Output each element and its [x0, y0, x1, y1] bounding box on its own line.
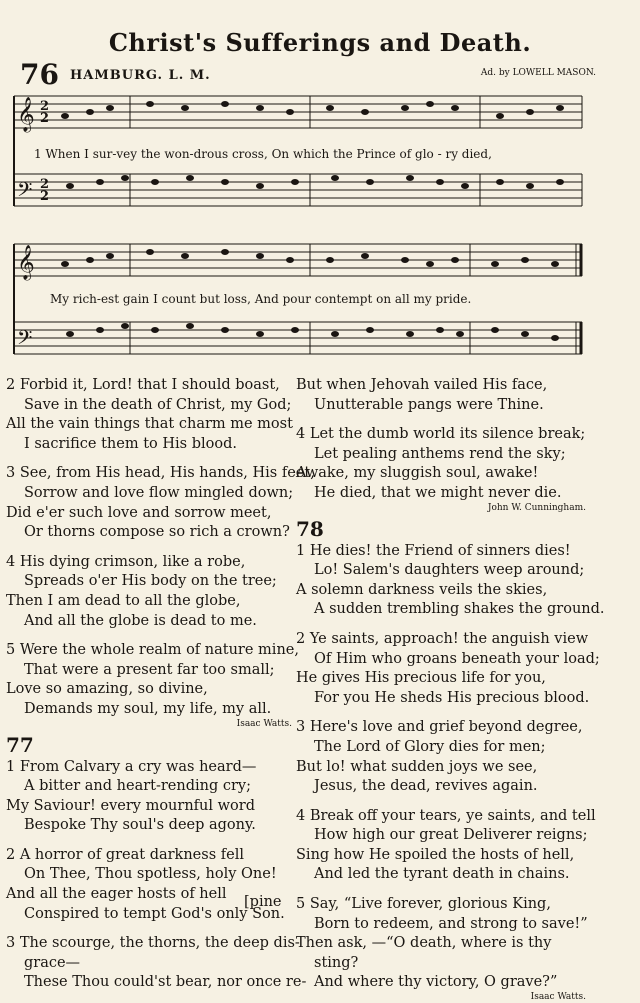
- hymn-78-verse-2: 2 Ye saints, approach! the anguish view Of Him who groans beneath your load; He gives His precious life for you, For you He sheds His precious blood.: [296, 630, 600, 706]
- section-title: Christ's Sufferings and Death.: [108, 28, 532, 57]
- svg-text:𝄞: 𝄞: [17, 97, 35, 132]
- svg-text:𝄢: 𝄢: [17, 326, 33, 354]
- hymn-76-author: Isaac Watts.: [236, 718, 292, 729]
- right-column: [296, 376, 605, 1003]
- hymn-77-verse-3: 3 The scourge, the thorns, the deep dis- grace— These Thou could'st bear, nor once re-: [6, 935, 307, 991]
- hymn-76-verse-4: 4 His dying crimson, like a robe, Spreads o'er His body on the tree; Then I am dead to all the globe, And all the globe is dead to me.: [6, 553, 277, 629]
- hymn-77-pine-turnover: [pine: [244, 894, 282, 910]
- hymn-76-verse-5: 5 Were the whole realm of nature mine, That were a present far too small; Love so amazing, so divine, Demands my soul, my life, my all.: [6, 642, 299, 717]
- hymn-77-number: 77: [6, 732, 34, 757]
- tune-name: HAMBURG. L. M.: [70, 68, 211, 83]
- hymn-78-verse-1: 1 He dies! the Friend of sinners dies! Lo! Salem's daughters weep around; A solemn darkness veils the skies, A sudden trembling shakes the ground.: [296, 542, 605, 618]
- hymn-77-author: John W. Cunningham.: [487, 502, 586, 513]
- score-lyric-line-2: My rich-est gain I count but loss, And pour contempt on all my pride.: [50, 292, 472, 306]
- svg-text:2: 2: [40, 177, 50, 192]
- svg-text:𝄢: 𝄢: [17, 178, 33, 206]
- arranger-credit: Ad. by LOWELL MASON.: [480, 68, 596, 78]
- hymn-78-number: 78: [296, 516, 324, 541]
- hymn-78-verse-5: 5 Say, “Live forever, glorious King, Born to redeem, and strong to save!” Then ask, —“O death, where is thy sting? And where thy victory, O grave?”: [296, 896, 588, 991]
- hymn-76-verse-2: 2 Forbid it, Lord! that I should boast, Save in the death of Christ, my God; All the vain things that charm me most I sacrifice them to His blood.: [6, 377, 293, 452]
- hymn-77-verse-4: 4 Let the dumb world its silence break; Let pealing anthems rend the sky; Awake, my sluggish soul, awake! He died, that we might never die.: [296, 426, 586, 501]
- svg-text:2: 2: [40, 189, 50, 204]
- svg-text:𝄞: 𝄞: [17, 245, 35, 280]
- svg-text:2: 2: [40, 99, 50, 114]
- hymn-78-verse-4: 4 Break off your tears, ye saints, and tell How high our great Deliverer reigns; Sing how He spoiled the hosts of hell, And led the tyrant death in chains.: [296, 807, 596, 883]
- hymn-76-verse-3: 3 See, from His head, His hands, His feet, Sorrow and love flow mingled down; Did e'er such love and sorrow meet, Or thorns compose so rich a crown?: [6, 465, 315, 541]
- hymn-77-verse-2: 2 A horror of great darkness fell On Thee, Thou spotless, holy One! And all the eager hosts of hell Conspired to tempt God's only Son.: [6, 846, 285, 922]
- score-lyric-line-1: 1 When I sur-vey the won-drous cross, On which the Prince of glo - ry died,: [34, 147, 492, 161]
- svg-text:2: 2: [40, 111, 50, 126]
- hymn-76-header: [18, 58, 618, 91]
- hymn-77-verse-3-continued: But when Jehovah vailed His face, Unutterable pangs were Thine.: [296, 377, 548, 413]
- hymn-78-author: Isaac Watts.: [530, 992, 586, 1003]
- hymn-77-verse-1: 1 From Calvary a cry was heard— A bitter and heart-rending cry; My Saviour! every mournful word Bespoke Thy soul's deep agony.: [6, 758, 257, 834]
- hymn-number: 76: [20, 58, 59, 91]
- hymn-78-verse-3: 3 Here's love and grief beyond degree, The Lord of Glory dies for men; But lo! what sudden joys we see, Jesus, the dead, revives again.: [296, 719, 583, 795]
